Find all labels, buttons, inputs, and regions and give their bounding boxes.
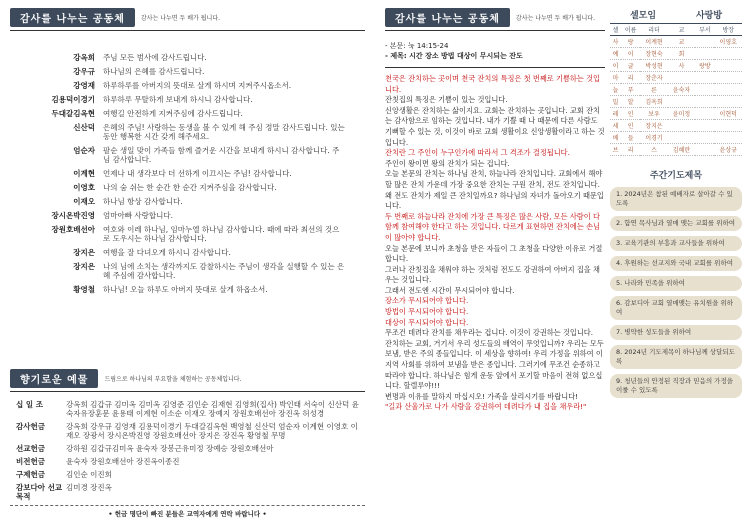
cell-table-cell xyxy=(668,132,695,144)
offering-row xyxy=(16,470,365,479)
sermon-paragraph: 오늘 본문의 잔치는 하나님 잔치, 하늘나라 잔치입니다. 교회에서 해야 할 많은 잔치 가운데 가장 중요한 잔치는 구원 잔치, 전도 잔치입니다. xyxy=(385,169,603,189)
cell-table-cell xyxy=(695,72,714,84)
right-column xyxy=(610,8,742,523)
cell-table-row xyxy=(610,144,742,156)
cell-table-cell: 랑 xyxy=(621,36,640,48)
thanks-row xyxy=(10,53,345,62)
thanks-row xyxy=(10,211,345,220)
offering-label: 선교헌금 xyxy=(16,444,45,453)
cell-table-cell xyxy=(714,96,742,108)
cell-table-cell: 밀 xyxy=(610,96,621,108)
cell-table-row xyxy=(610,48,742,60)
thanks-name: 장원호배선아 xyxy=(51,225,95,234)
cell-table-header-cell: 방장 xyxy=(714,24,742,36)
offering-label: 십 일 조 xyxy=(16,400,43,409)
thanks-text: 엄마아빠 사랑합니다. xyxy=(103,211,173,220)
thanks-row xyxy=(10,67,345,76)
prayer-title: 주간기도제목 xyxy=(649,171,703,181)
prayer-item: 2. 함연 목사님과 열매 맺는 교회를 위하여 xyxy=(610,216,742,231)
cell-table-header-cell: 부서 xyxy=(695,24,714,36)
thanks-text: 여행길 안전하게 지켜주심에 감사드립니다. xyxy=(103,109,243,118)
cell-table-cell: 이 xyxy=(610,60,621,72)
cell-table xyxy=(610,23,742,156)
thanks-text: 언제나 내 생각보다 더 선하게 이끄시는 주님! 감사합니다. xyxy=(103,169,292,178)
sermon-paragraph: 잔치하는 교회, 거기서 우리 성도들의 배역이 무엇입니까? 우리는 모두 보냄, 받은 주의 종들입니다. 이 세상을 향하여! 우리 가정을 위하여 이 지역 사회를 위하여 보냄을 받은 종입니다. 그러기에 무조건 순종하고 따라야 합니다. 하나님은 힘게 운동 앞에서 포기할 마음이 전혀 없으십니다. 할렐루야!!! xyxy=(385,338,604,391)
offering-row xyxy=(16,400,365,418)
cell-table-cell: 늘 xyxy=(610,84,621,96)
thanks-name: 두대갈김옥현 xyxy=(51,109,95,118)
cell-table-cell: 른 xyxy=(640,84,667,96)
thanks-row xyxy=(10,123,345,141)
cell-table-cell: 박성현 xyxy=(640,60,667,72)
sermon-title: - 제목: 시간 장소 방법 대상이 무시되는 잔도 xyxy=(385,52,523,60)
cell-table-cell: 인 xyxy=(621,108,640,120)
cell-table-header-cell: 셀 xyxy=(610,24,621,36)
prayer-item: 8. 2024년 기도제목이 하나님께 상달되도록 xyxy=(610,345,742,369)
sermon-section-subtitle: 감사는 나누면 두 배가 됩니다. xyxy=(515,15,595,22)
offering-row xyxy=(16,483,365,501)
sermon-paragraph: 그래서 전도엔 시간이 무시되어야 합니다. xyxy=(385,285,515,295)
offering-title: 향기로운 예물 xyxy=(10,369,98,388)
thanks-row xyxy=(10,183,345,192)
thanks-text: 여호와 이레 하나님, 임마누엘 하나님 감사합니다. 때에 따라 최선의 것으로 도우시는 하나님 감사합니다. xyxy=(103,225,340,243)
offering-names: 강옥희 김갑규 김미옥 김미옥 김영준 김인순 김재현 김영희(집사) 박인태 서숙이 신산덕 윤숙자유장훈문 윤용태 이계현 이소순 이재오 장예지 장원호배선아 장진옥 허성경 xyxy=(66,400,359,418)
cell-table-cell xyxy=(695,96,714,108)
cell-table-cell: 인 xyxy=(621,120,640,132)
thanks-title: 감사를 나누는 공동체 xyxy=(10,8,135,27)
cell-table-header-cell: 리더 xyxy=(640,24,667,36)
cell-table-cell: 윤상규 xyxy=(714,144,742,156)
sermon-paragraph: 방법이 무시되어야 합니다. xyxy=(385,307,469,317)
thanks-text: 하나님 항상 감사합니다. xyxy=(103,197,183,206)
cell-table-cell xyxy=(714,72,742,84)
cell-table-cell: 레 xyxy=(610,108,621,120)
cell-table-cell xyxy=(668,120,695,132)
thanks-name: 황영철 xyxy=(73,285,95,294)
cell-table-header-cell: 이름 xyxy=(621,24,640,36)
sermon-section-title: 감사를 나누는 공동체 xyxy=(385,8,510,27)
thanks-name: 강우규 xyxy=(73,67,95,76)
thanks-row xyxy=(10,146,345,164)
cell-table-row xyxy=(610,72,742,84)
thanks-header xyxy=(10,8,365,27)
thanks-text: 하나님! 오늘 하루도 아버지 뜻대로 살게 하옵소서. xyxy=(103,285,268,294)
sermon-paragraph: "길과 산울가로 나가 사람을 강권하여 데려다가 내 집을 채우라!" xyxy=(385,402,587,412)
cell-table-row xyxy=(610,120,742,132)
cell-table-cell: 윤숙자 xyxy=(668,84,695,96)
sermon-paragraph: 신앙생활은 잔치하는 삶이지요. 교회는 잔치하는 곳입니다. 교회 잔치는 감사함으로 임하는 것입니다. 내가 기쁠 때 나 때문에 다른 사람도 기뻐할 수 있는 것, 이것이 바로 교회 생활이요 신앙생활이라고 하는 것입니다. xyxy=(385,105,605,147)
cell-table-row xyxy=(610,132,742,144)
offering-label: 구제헌금 xyxy=(16,470,45,479)
cell-table-cell xyxy=(714,60,742,72)
thanks-row xyxy=(10,285,345,294)
cell-table-cell: 리 xyxy=(621,144,640,156)
thanks-name: 장지은 xyxy=(73,262,95,271)
prayer-item: 4. 후원하는 선교지와 국내 교회를 위하여 xyxy=(610,256,742,271)
cell-table-cell: 이현덕 xyxy=(714,108,742,120)
sermon-paragraph: 대상이 무시되어야 합니다. xyxy=(385,317,469,327)
thanks-text: 나의 숨 쉬는 한 순간 한 순간 지켜주심을 감사합니다. xyxy=(103,183,277,192)
cell-table-cell: 사 xyxy=(610,36,621,48)
cell-table-cell: 브 xyxy=(610,144,621,156)
cell-table-cell: 이영호 xyxy=(714,36,742,48)
offering-row xyxy=(16,444,365,453)
thanks-row xyxy=(10,248,345,257)
cell-table-cell: 랑방 xyxy=(695,60,714,72)
cell-table-cell xyxy=(714,84,742,96)
thanks-text: 하루하루 무탈하게 보내게 하시니 감사합니다. xyxy=(103,95,253,104)
offering-label: 감사헌금 xyxy=(16,422,45,431)
sermon-paragraph: 장소가 무시되어야 합니다. xyxy=(385,296,469,306)
cell-table-cell xyxy=(695,144,714,156)
sermon-body xyxy=(385,74,605,413)
thanks-text: 하루하루를 아버지의 뜻대로 살게 하시며 지켜주시옵소서. xyxy=(103,81,292,90)
prayer-item: 6. 감보디아 교회 열매맺는 유치원을 위하여 xyxy=(610,296,742,320)
cell-table-header xyxy=(610,24,742,36)
thanks-name: 강옥희 xyxy=(73,53,95,62)
thanks-name: 장시온박진영 xyxy=(51,211,95,220)
thanks-name: 이재오 xyxy=(73,197,95,206)
thanks-name: 김용덕이경기 xyxy=(51,95,95,104)
cell-table-cell xyxy=(695,48,714,60)
cell-table-cell xyxy=(695,132,714,144)
thanks-text: 팔순 생일 맞이 가족들 함께 즐거운 시간을 보내게 하시니 감사합니다. 주님 감사합니다. xyxy=(103,146,340,164)
offering-names: 강하원 김갑규김미옥 윤숙자 장봉근유미정 장예승 장원호배선아 xyxy=(66,444,274,453)
cell-table-cell: 회 xyxy=(668,48,695,60)
cell-table-row xyxy=(610,108,742,120)
cell-table-cell: 리 xyxy=(621,72,640,84)
thanks-row xyxy=(10,109,345,118)
sermon-paragraph: 주인이 왕이면 왕의 잔치가 되는 겁니다. xyxy=(385,158,510,168)
thanks-text: 은혜의 주님! 사랑하는 동생을 볼 수 있게 해 주심 정말 감사드립니다. 있는 동안 행복한 시간 갖게 해주세요. xyxy=(103,123,345,141)
offering-names: 윤숙자 장원호배선아 장진옥이종진 xyxy=(66,457,180,466)
cell-table-cell: 윤미정 xyxy=(668,108,695,120)
offering-footer-note: • 헌금 명단이 빠진 분들은 교역자에게 연락 바랍니다 • xyxy=(10,505,365,518)
offering-names: 김인순 이진희 xyxy=(66,470,112,479)
cell-table-cell: 이 xyxy=(621,48,640,60)
prayer-item: 9. 청년들의 안정된 직장과 믿음의 가정을 이룰 수 있도록 xyxy=(610,374,742,398)
cell-table-cell: 이계현 xyxy=(640,36,667,48)
sermon-paragraph: 변명과 이유를 말하지 마십시오! 가족을 살리시기를 바랍니다! xyxy=(385,391,579,401)
cell-table-cell: 이경기 xyxy=(640,132,667,144)
cell-table-cell: 스 xyxy=(640,144,667,156)
offering-row xyxy=(16,422,365,440)
thanks-name: 이영호 xyxy=(73,183,95,192)
sermon-paragraph: 왜 전도 잔치가 제일 큰 잔치일까요? 하나님의 자녀가 돌아오기 때문입니다. xyxy=(385,190,604,211)
thanks-list xyxy=(10,53,365,294)
sermon-paragraph: 천국은 잔치하는 곳이며 천국 잔치의 특징은 첫 번째로 기쁨하는 것입니다. xyxy=(385,74,600,94)
prayer-item: 7. 병약한 성도들을 위하여 xyxy=(610,325,742,340)
thanks-text: 주님 모든 범사에 감사드립니다. xyxy=(103,53,207,62)
cell-table-cell xyxy=(695,120,714,132)
prayer-item: 1. 2024년은 참된 예배자로 살아갈 수 있도록 xyxy=(610,187,742,211)
thanks-row xyxy=(10,197,345,206)
cell-table-cell: 알 xyxy=(621,96,640,108)
cell-table-cell xyxy=(714,48,742,60)
cell-table-cell: 보우 xyxy=(640,108,667,120)
middle-column xyxy=(385,8,605,523)
cell-table-header-cell: 교 xyxy=(668,24,695,36)
offering-names: 강옥희 강우규 김영재 김용덕이경기 두대갈김옥현 백영철 신산덕 엄순자 이계현 이영호 이재오 장광서 장시온박진영 장원호배선아 장지은 장진옥 황영철 무명 xyxy=(66,422,358,440)
sermon-paragraph: 오늘 본문에 보니까 초청을 받은 자들이 그 초청을 다양한 이유로 거절합니다. xyxy=(385,243,603,264)
thanks-row xyxy=(10,262,345,280)
offering-section xyxy=(10,369,365,518)
offering-label: 비전헌금 xyxy=(16,457,45,466)
cell-table-cell xyxy=(695,84,714,96)
cell-table-cell: 푸 xyxy=(621,84,640,96)
thanks-row xyxy=(10,169,345,178)
cell-table-row xyxy=(610,84,742,96)
cell-table-cell: 장현숙 xyxy=(640,48,667,60)
sermon-paragraph: 그러나 잔칫집을 채워야 하는 것처럼 전도도 강권하여 아버지 집을 채우는 것입니다. xyxy=(385,264,600,285)
thanks-name: 신산덕 xyxy=(73,123,95,132)
cell-table-cell xyxy=(714,120,742,132)
cell-table-cell: 김옥희 xyxy=(640,96,667,108)
prayer-list xyxy=(610,187,742,398)
cell-table-cell xyxy=(695,36,714,48)
thanks-text: 하나님의 은혜를 감사드립니다. xyxy=(103,67,205,76)
sermon-text-reference: - 본문: 눅 14:15-24 xyxy=(385,42,449,50)
offering-list xyxy=(10,400,365,501)
cell-table-cell xyxy=(714,132,742,144)
sermon-paragraph: 잔칫집의 특징은 기쁨이 있는 것입니다. xyxy=(385,95,508,105)
thanks-name: 장지은 xyxy=(73,248,95,257)
thanks-name: 강영재 xyxy=(73,81,95,90)
offering-label: 감보다아 선교목적 xyxy=(16,483,63,501)
cell-table-cell: 세 xyxy=(610,120,621,132)
left-column xyxy=(10,8,365,523)
offering-subtitle: 드림으로 하나님의 부요함을 체험하는 공동체입니다. xyxy=(104,376,242,383)
cell-table-cell: 글 xyxy=(621,60,640,72)
cell-table-cell: 장춘자 xyxy=(640,72,667,84)
sermon-paragraph: 두 번째로 하늘나라 잔치에 가장 큰 특징은 많은 사람, 모든 사람이 다 함께 참여해야 한다고 하는 것입니다. 다르게 표현하면 잔치에는 손님이 많아야 합니다. xyxy=(385,211,600,242)
cell-table-cell: 사 xyxy=(668,60,695,72)
cell-table-cell: 베 xyxy=(610,132,621,144)
thanks-name: 엄순자 xyxy=(73,146,95,155)
thanks-row xyxy=(10,95,345,104)
thanks-name: 이계현 xyxy=(73,169,95,178)
cell-table-cell xyxy=(668,96,695,108)
cell-header: 셀모임 xyxy=(629,11,657,21)
cell-table-cell: 장지은 xyxy=(640,120,667,132)
cell-table-cell xyxy=(695,108,714,120)
prayer-item: 5. 나라와 민족을 위하여 xyxy=(610,276,742,291)
thanks-subtitle: 감사는 나누면 두 배가 됩니다. xyxy=(140,15,220,22)
cell-table-row xyxy=(610,60,742,72)
cell-table-cell: 들 xyxy=(621,132,640,144)
prayer-item: 3. 교육기관의 부흥과 교사들을 위하여 xyxy=(610,236,742,251)
sermon-paragraph: 잔치란 그 주인이 누구인가에 따라서 그 격조가 결정됩니다. xyxy=(385,148,570,158)
love-room-header: 사랑방 xyxy=(695,11,723,21)
thanks-row xyxy=(10,81,345,90)
cell-table-cell: 교 xyxy=(668,36,695,48)
cell-table-cell: 마 xyxy=(610,72,621,84)
offering-row xyxy=(16,457,365,466)
cell-table-row xyxy=(610,36,742,48)
sermon-paragraph: 무조건 데려다 잔치를 채우라는 겁니다. 이것이 강권하는 것입니다. xyxy=(385,328,594,338)
thanks-text: 나의 님에 소치는 생각까지도 감찰하시는 주님이 생각을 실행할 수 있는 은혜 주심에 감사합니다. xyxy=(103,262,345,280)
thanks-row xyxy=(10,225,345,243)
offering-names: 김미경 장진옥 xyxy=(66,483,112,492)
cell-table-row xyxy=(610,96,742,108)
thanks-text: 여행을 잘 다녀오게 하시니 감사합니다. xyxy=(103,248,231,257)
cell-table-cell: 김혜란 xyxy=(668,144,695,156)
cell-table-cell xyxy=(668,72,695,84)
cell-table-cell: 예 xyxy=(610,48,621,60)
